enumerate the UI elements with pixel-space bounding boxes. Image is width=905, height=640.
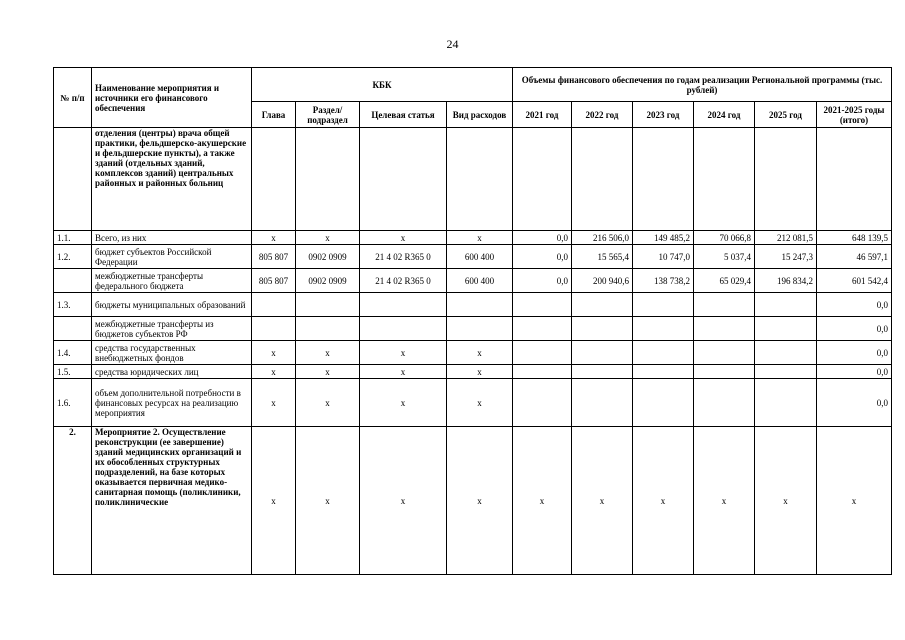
row-2021 <box>513 128 572 231</box>
header-vid: Вид расходов <box>447 102 513 128</box>
row-2025: 196 834,2 <box>755 269 817 293</box>
row-total: 0,0 <box>817 365 892 379</box>
header-kbk: КБК <box>252 68 513 102</box>
row-celevaya: 21 4 02 R365 0 <box>360 269 447 293</box>
row-name: бюджет субъектов Российской Федерации <box>92 245 252 269</box>
row-name: Всего, из них <box>92 231 252 245</box>
row-2024 <box>694 341 755 365</box>
financing-table <box>53 67 892 575</box>
row-glava: х <box>252 341 296 365</box>
row-2021 <box>513 365 572 379</box>
row-2024: 5 037,4 <box>694 245 755 269</box>
row-2024: 65 029,4 <box>694 269 755 293</box>
row-2022 <box>572 341 633 365</box>
table-row <box>54 245 892 269</box>
table-row <box>54 128 892 231</box>
row-2021: 0,0 <box>513 269 572 293</box>
row-2025: х <box>755 427 817 575</box>
row-2022 <box>572 317 633 341</box>
row-num <box>54 128 92 231</box>
row-2024 <box>694 317 755 341</box>
row-celevaya: х <box>360 341 447 365</box>
row-vid: х <box>447 379 513 427</box>
table-row <box>54 341 892 365</box>
row-2021 <box>513 317 572 341</box>
header-razdel: Раздел/ подраздел <box>296 102 360 128</box>
row-vid: 600 400 <box>447 245 513 269</box>
row-vid <box>447 293 513 317</box>
row-total: 648 139,5 <box>817 231 892 245</box>
row-glava: х <box>252 379 296 427</box>
row-2022 <box>572 365 633 379</box>
row-2023: 138 738,2 <box>633 269 694 293</box>
header-celevaya: Целевая статья <box>360 102 447 128</box>
table-row <box>54 317 892 341</box>
row-2021: 0,0 <box>513 231 572 245</box>
row-total: 0,0 <box>817 293 892 317</box>
row-total: 0,0 <box>817 379 892 427</box>
row-name: бюджеты муниципальных образований <box>92 293 252 317</box>
row-num: 1.2. <box>54 245 92 269</box>
row-2023 <box>633 293 694 317</box>
row-num: 1.6. <box>54 379 92 427</box>
row-celevaya: х <box>360 379 447 427</box>
row-vid <box>447 128 513 231</box>
row-vid: х <box>447 427 513 575</box>
table-row <box>54 365 892 379</box>
row-2024: х <box>694 427 755 575</box>
row-2023: 149 485,2 <box>633 231 694 245</box>
row-razdel: х <box>296 379 360 427</box>
row-glava <box>252 293 296 317</box>
table-row <box>54 379 892 427</box>
row-num: 1.4. <box>54 341 92 365</box>
row-celevaya <box>360 317 447 341</box>
header-total: 2021-2025 годы (итого) <box>817 102 892 128</box>
page-number: 24 <box>446 37 459 51</box>
row-2025 <box>755 365 817 379</box>
table-row <box>54 293 892 317</box>
row-name: средства юридических лиц <box>92 365 252 379</box>
table-row <box>54 231 892 245</box>
row-name: межбюджетные трансферты из бюджетов субъектов РФ <box>92 317 252 341</box>
row-2022: х <box>572 427 633 575</box>
row-total: 0,0 <box>817 341 892 365</box>
row-total: 601 542,4 <box>817 269 892 293</box>
row-2022: 216 506,0 <box>572 231 633 245</box>
row-num: 1.5. <box>54 365 92 379</box>
row-glava: х <box>252 427 296 575</box>
row-celevaya: х <box>360 427 447 575</box>
header-glava: Глава <box>252 102 296 128</box>
row-2025 <box>755 128 817 231</box>
row-vid <box>447 317 513 341</box>
row-2023 <box>633 365 694 379</box>
row-2023 <box>633 341 694 365</box>
table-row <box>54 427 892 575</box>
row-glava: х <box>252 365 296 379</box>
row-total: х <box>817 427 892 575</box>
row-2022 <box>572 379 633 427</box>
row-celevaya <box>360 128 447 231</box>
row-total: 0,0 <box>817 317 892 341</box>
row-razdel: х <box>296 365 360 379</box>
header-2023: 2023 год <box>633 102 694 128</box>
row-2023 <box>633 317 694 341</box>
row-2021: х <box>513 427 572 575</box>
row-2025 <box>755 293 817 317</box>
row-2024 <box>694 128 755 231</box>
header-2022: 2022 год <box>572 102 633 128</box>
header-2025: 2025 год <box>755 102 817 128</box>
row-razdel: 0902 0909 <box>296 269 360 293</box>
row-vid: 600 400 <box>447 269 513 293</box>
row-glava <box>252 317 296 341</box>
row-total <box>817 128 892 231</box>
row-glava <box>252 128 296 231</box>
row-2024 <box>694 293 755 317</box>
header-volumes: Объемы финансового обеспечения по годам реализации Региональной программы (тыс. рублей) <box>513 68 892 102</box>
row-razdel <box>296 317 360 341</box>
header-name: Наименование мероприятия и источники его финансового обеспечения <box>92 68 252 128</box>
row-2024: 70 066,8 <box>694 231 755 245</box>
row-2022 <box>572 128 633 231</box>
row-2025 <box>755 317 817 341</box>
row-glava: 805 807 <box>252 269 296 293</box>
row-2021 <box>513 293 572 317</box>
header-2021: 2021 год <box>513 102 572 128</box>
row-vid: х <box>447 341 513 365</box>
row-2022 <box>572 293 633 317</box>
row-celevaya: 21 4 02 R365 0 <box>360 245 447 269</box>
row-2021 <box>513 379 572 427</box>
row-razdel: х <box>296 427 360 575</box>
row-2025 <box>755 341 817 365</box>
row-glava: х <box>252 231 296 245</box>
row-glava: 805 807 <box>252 245 296 269</box>
row-name: отделения (центры) врача общей практики, фельдшерско-акушерские и фельдшерские пункты), а также зданий (отдельных зданий, комплексов зданий) центральных районных и районных больниц <box>92 128 252 231</box>
row-name: межбюджетные трансферты федерального бюджета <box>92 269 252 293</box>
row-name: Мероприятие 2. Осуществление реконструкции (ее завершение) зданий медицинских организаций и их обособленных структурных подразделений, на базе которых оказывается первичная медико-санитарная помощь (поликлиники, поликлинические <box>92 427 252 575</box>
row-razdel: х <box>296 231 360 245</box>
row-celevaya <box>360 293 447 317</box>
row-num: 1.3. <box>54 293 92 317</box>
row-razdel: 0902 0909 <box>296 245 360 269</box>
table-row <box>54 269 892 293</box>
row-2023 <box>633 128 694 231</box>
row-num <box>54 269 92 293</box>
row-name: средства государственных внебюджетных фондов <box>92 341 252 365</box>
row-razdel <box>296 293 360 317</box>
header-2024: 2024 год <box>694 102 755 128</box>
row-2022: 200 940,6 <box>572 269 633 293</box>
row-2025: 15 247,3 <box>755 245 817 269</box>
row-2024 <box>694 379 755 427</box>
row-razdel <box>296 128 360 231</box>
row-2023 <box>633 379 694 427</box>
row-num <box>54 317 92 341</box>
row-2021: 0,0 <box>513 245 572 269</box>
row-celevaya: х <box>360 365 447 379</box>
row-2024 <box>694 365 755 379</box>
header-num: № п/п <box>54 68 92 128</box>
row-razdel: х <box>296 341 360 365</box>
row-name: объем дополнительной потребности в финансовых ресурсах на реализацию мероприятия <box>92 379 252 427</box>
row-vid: х <box>447 365 513 379</box>
row-2023: х <box>633 427 694 575</box>
row-num: 1.1. <box>54 231 92 245</box>
row-total: 46 597,1 <box>817 245 892 269</box>
row-vid: х <box>447 231 513 245</box>
row-2021 <box>513 341 572 365</box>
row-2025: 212 081,5 <box>755 231 817 245</box>
row-celevaya: х <box>360 231 447 245</box>
row-num: 2. <box>54 427 92 575</box>
row-2023: 10 747,0 <box>633 245 694 269</box>
row-2022: 15 565,4 <box>572 245 633 269</box>
row-2025 <box>755 379 817 427</box>
